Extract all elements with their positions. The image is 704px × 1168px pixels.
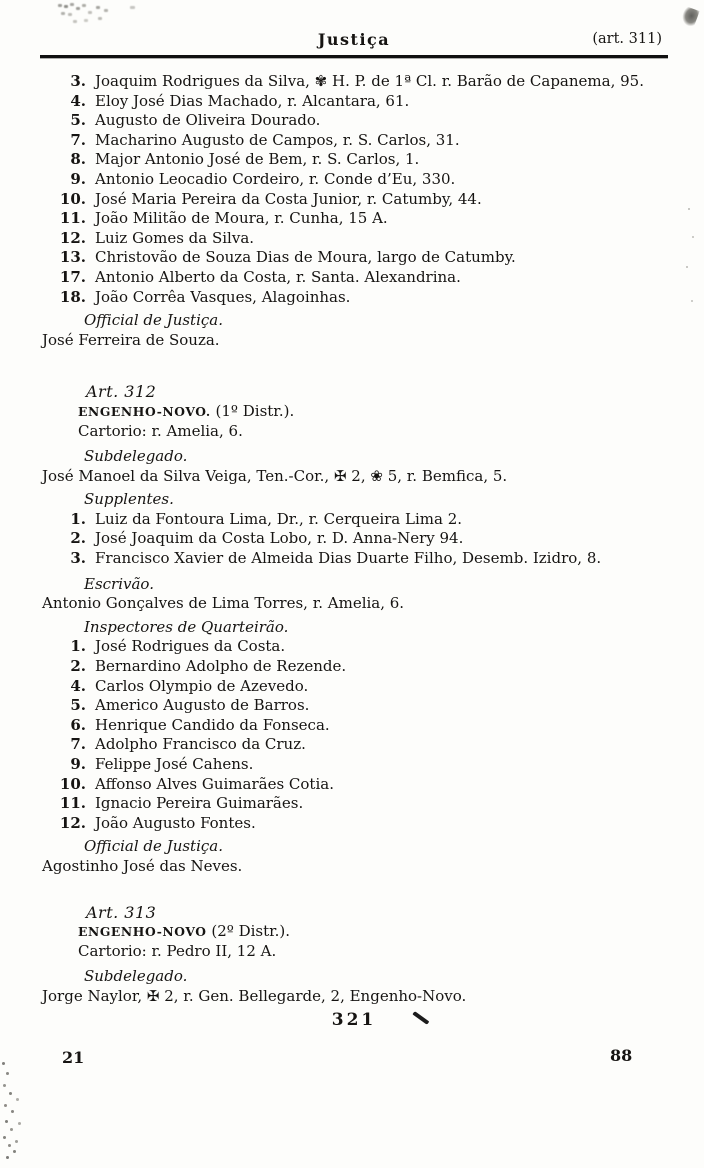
- list-item-number: 9.: [70, 169, 86, 188]
- subdelegado-name: Jorge Naylor, ✠ 2, r. Gen. Bellegarde, 2, Engenho-Novo.: [42, 986, 467, 1005]
- district-name: ENGENHO-NOVO: [78, 924, 207, 940]
- list-item-text: João Militão de Moura, r. Cunha, 15 A.: [95, 209, 388, 228]
- list-item: [40, 755, 668, 775]
- list-item-text: Eloy José Dias Machado, r. Alcantara, 61.: [95, 91, 410, 110]
- list-item: [40, 814, 668, 834]
- list-item-number: 11.: [59, 209, 86, 228]
- list-item: [40, 170, 668, 190]
- list-item-number: 12.: [59, 228, 86, 247]
- list-item-number: 9.: [70, 755, 86, 773]
- list-item-number: 7.: [70, 735, 86, 754]
- list-item: [40, 72, 668, 92]
- official-de-justica-name: Agostinho José das Neves.: [42, 856, 243, 875]
- list-item: [40, 677, 668, 697]
- list-item: [40, 510, 668, 530]
- ink-blot: [679, 6, 699, 28]
- list-item: [40, 190, 668, 210]
- list-item-number: 5.: [70, 696, 86, 715]
- list-item-text: João Augusto Fontes.: [95, 813, 256, 832]
- list-item: [40, 696, 668, 716]
- scan-smudge: [58, 4, 62, 7]
- district-detail: (2º Distr.).: [211, 922, 291, 941]
- list-item: [40, 529, 668, 549]
- list-item: [40, 288, 668, 308]
- list-item-text: Antonio Leocadio Cordeiro, r. Conde d’Eu, 330.: [95, 169, 456, 188]
- list-item: [40, 637, 668, 657]
- list-item-text: Macharino Augusto de Campos, r. S. Carlos, 31.: [95, 130, 460, 149]
- list-item-number: 1.: [70, 637, 86, 656]
- article-ref: (art. 311): [592, 31, 662, 47]
- list-item-number: 2.: [70, 657, 86, 676]
- list-item-text: Augusto de Oliveira Dourado.: [95, 111, 321, 130]
- subdelegado-heading: Subdelegado.: [84, 447, 188, 466]
- signature-mark-right: 88: [610, 1046, 633, 1065]
- list-item-text: José Rodrigues da Costa.: [95, 637, 286, 656]
- scan-smudge: [130, 6, 135, 9]
- section-art-313: [40, 903, 668, 1007]
- list-item: [40, 735, 668, 755]
- list-item-number: 4.: [70, 676, 86, 695]
- list-item-text: Americo Augusto de Barros.: [95, 696, 310, 715]
- district-line: [78, 922, 668, 942]
- page-number: 321: [331, 1009, 377, 1030]
- list-item-number: 3.: [70, 72, 86, 90]
- list-item-text: Ignacio Pereira Guimarães.: [95, 794, 304, 813]
- supplentes-heading: Supplentes.: [84, 490, 174, 509]
- list-item-number: 18.: [59, 287, 86, 306]
- list-item-text: José Joaquim da Costa Lobo, r. D. Anna-Nery 94.: [95, 529, 464, 548]
- cartorio-line: Cartorio: r. Amelia, 6.: [78, 421, 243, 440]
- list-item: [40, 229, 668, 249]
- list-item-text: Luiz Gomes da Silva.: [95, 228, 255, 247]
- list-item: [40, 716, 668, 736]
- list-item-number: 7.: [70, 130, 86, 149]
- list-item-number: 6.: [70, 715, 86, 734]
- list-item-number: 5.: [70, 111, 86, 130]
- list-item-text: Francisco Xavier de Almeida Dias Duarte Filho, Desemb. Izidro, 8.: [95, 549, 602, 568]
- list-item: [40, 549, 668, 569]
- list-item-text: Antonio Alberto da Costa, r. Santa. Alexandrina.: [95, 267, 461, 286]
- list-item-number: 10.: [59, 774, 86, 793]
- escrivao-heading: Escrivão.: [84, 574, 154, 593]
- section-art-312: [40, 382, 668, 876]
- scan-speckles: [688, 208, 690, 210]
- article-title: Art. 313: [86, 902, 157, 922]
- list-item-text: João Corrêa Vasques, Alagoinhas.: [95, 287, 351, 306]
- list-item-number: 10.: [59, 189, 86, 208]
- list-item: [40, 657, 668, 677]
- list-item-number: 17.: [59, 267, 86, 286]
- subdelegado-heading: Subdelegado.: [84, 967, 188, 986]
- list-item-text: Major Antonio José de Bem, r. S. Carlos, 1.: [95, 150, 420, 169]
- list-item: [40, 248, 668, 268]
- list-item-number: 13.: [59, 248, 86, 267]
- list-item-text: Carlos Olympio de Azevedo.: [95, 676, 309, 695]
- official-de-justica-heading: Official de Justiça.: [84, 311, 223, 330]
- pen-mark: [413, 1011, 430, 1024]
- section-art-311: [40, 72, 668, 350]
- list-item: [40, 111, 668, 131]
- official-de-justica-name: José Ferreira de Souza.: [42, 330, 220, 349]
- list-item-text: Adolpho Francisco da Cruz.: [95, 735, 306, 754]
- list-item-text: Joaquim Rodrigues da Silva, ✾ H. P. de 1ª Cl. r. Barão de Capanema, 95.: [95, 72, 644, 90]
- list-item-text: José Maria Pereira da Costa Junior, r. Catumby, 44.: [95, 189, 482, 208]
- list-item-number: 4.: [70, 91, 86, 110]
- list-item-text: Affonso Alves Guimarães Cotia.: [95, 774, 334, 793]
- list-item: [40, 209, 668, 229]
- list-item-text: Christovão de Souza Dias de Moura, largo de Catumby.: [95, 248, 516, 267]
- article-title: Art. 312: [86, 382, 157, 402]
- page-number-row: [40, 1010, 668, 1032]
- cartorio-line: Cartorio: r. Pedro II, 12 A.: [78, 941, 277, 960]
- list-item-text: Felippe José Cahens.: [95, 755, 254, 773]
- official-de-justica-heading: Official de Justiça.: [84, 837, 223, 856]
- district-line: [78, 402, 668, 422]
- district-name: ENGENHO-NOVO.: [78, 403, 211, 419]
- signature-mark-left: 21: [62, 1048, 85, 1067]
- list-item-text: Henrique Candido da Fonseca.: [95, 715, 330, 734]
- list-item-text: Bernardino Adolpho de Rezende.: [95, 657, 347, 676]
- list-item: [40, 131, 668, 151]
- escrivao-name: Antonio Gonçalves de Lima Torres, r. Amelia, 6.: [42, 594, 405, 613]
- list-item: [40, 775, 668, 795]
- list-item: [40, 268, 668, 288]
- list-item-number: 11.: [59, 794, 86, 813]
- list-item: [40, 150, 668, 170]
- subdelegado-name: José Manoel da Silva Veiga, Ten.-Cor., ✠ 2, ❀ 5, r. Bemfica, 5.: [42, 466, 508, 485]
- list-item-text: Luiz da Fontoura Lima, Dr., r. Cerqueira Lima 2.: [95, 509, 463, 528]
- district-detail: (1º Distr.).: [215, 401, 295, 420]
- list-item: [40, 794, 668, 814]
- page-content: [40, 30, 668, 1032]
- page-header: [40, 30, 668, 54]
- inspectores-heading: Inspectores de Quarteirão.: [84, 617, 289, 636]
- header-rule: [40, 55, 668, 58]
- page-title: Justiça: [317, 30, 391, 49]
- list-item-number: 3.: [70, 549, 86, 568]
- list-item-number: 2.: [70, 529, 86, 548]
- list-item-number: 1.: [70, 509, 86, 528]
- scan-speckles: [2, 1062, 5, 1065]
- list-item-number: 8.: [70, 150, 86, 169]
- list-item-number: 12.: [59, 813, 86, 832]
- list-item: [40, 92, 668, 112]
